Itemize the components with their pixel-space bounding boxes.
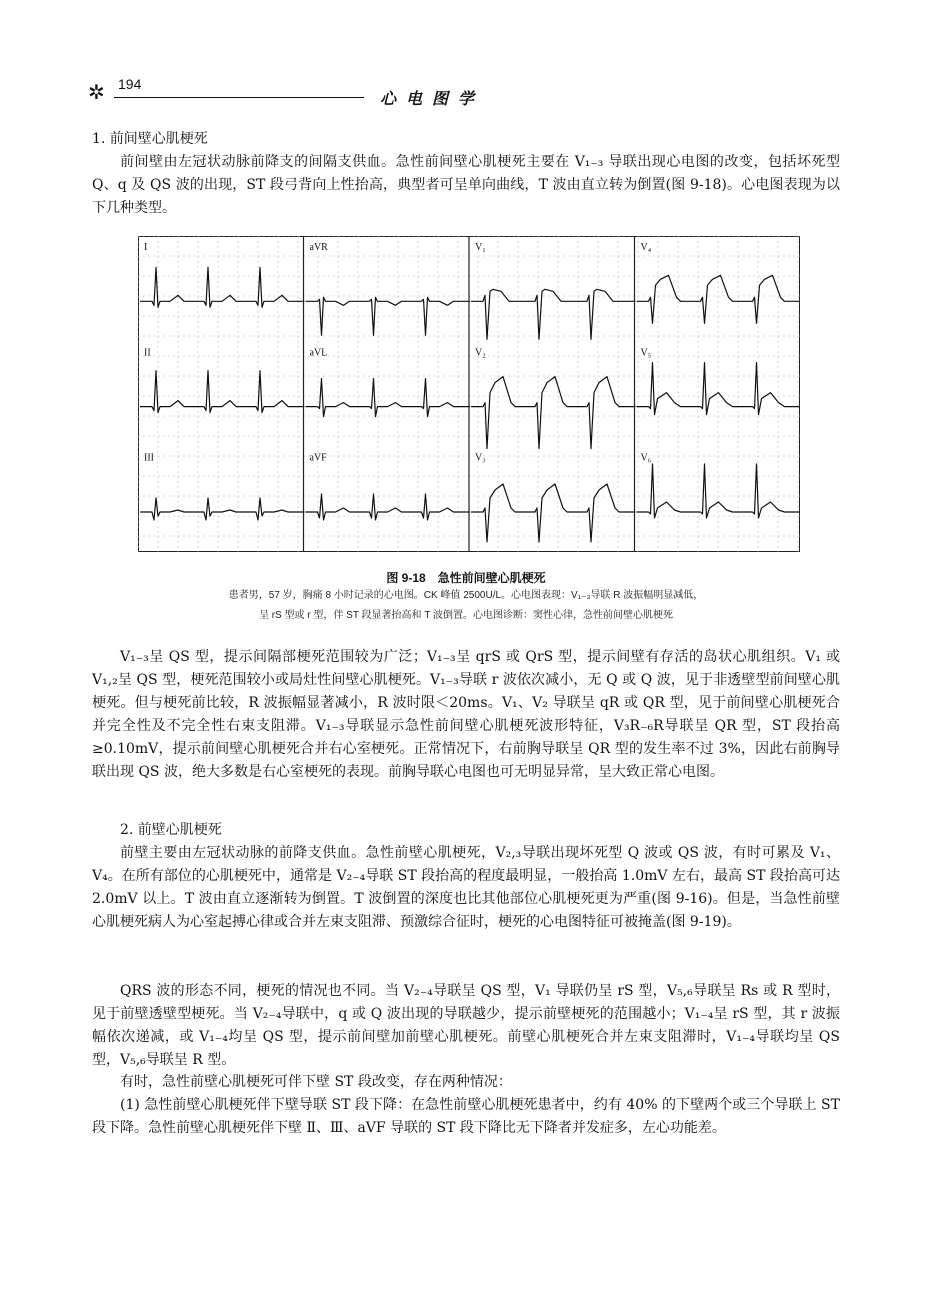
lead-label: III (144, 452, 154, 464)
paragraph-4: QRS 波的形态不同，梗死的情况也不同。当 V₂₋₄导联呈 QS 型，V₁ 导联仍呈 rS 型，V₅,₆导联呈 Rs 或 R 型时，见于前壁透壁型梗死。当 V₂₋₄导联中，q 或 Q 波出现的导联越少，提示前壁梗死的范围越小；V₁₋₄呈 rS 型，其 r 波振幅依次递减，或 V₁₋₄均呈 QS 型，提示前间壁加前壁心肌梗死。前壁心肌梗死合并左束支阻滞时，V₁₋₄导联均呈 QS 型，V₅,₆导联呈 R 型。 (92, 983, 840, 1068)
page-header (88, 76, 848, 108)
paragraph-6: (1) 急性前壁心肌梗死伴下壁导联 ST 段下降：在急性前壁心肌梗死患者中，约有 40% 的下壁两个或三个导联上 ST 段下降。急性前壁心肌梗死伴下壁 Ⅱ、Ⅲ、aVF 导联的 ST 段下降比无下降者并发症多，左心功能差。 (92, 1097, 840, 1136)
lead-label: I (144, 242, 148, 253)
book-title: 心电图学 (380, 89, 485, 108)
star-icon: ✲ (88, 80, 105, 104)
paragraph-3: 前壁主要由左冠状动脉的前降支供血。急性前壁心肌梗死，V₂,₃导联出现坏死型 Q 波或 QS 波，有时可累及 V₁、V₄。在所有部位的心肌梗死中，通常是 V₂₋₄导联 ST 段抬高的程度最明显，一般抬高 1.0mV 左右，最高 ST 段抬高可达 2.0mV 以上。T 波由直立逐渐转为倒置。T 波倒置的深度也比其他部位心肌梗死更为严重(图 9-16)。但是，当急性前壁心肌梗死病人为心室起搏心律或合并左束支阻滞、预激综合征时，梗死的心电图特征可被掩盖(图 9-19)。 (92, 845, 840, 930)
lead-label: V₃ (475, 452, 486, 464)
lead-label: V₂ (475, 347, 486, 359)
paragraph-2: V₁₋₃呈 QS 型，提示间隔部梗死范围较为广泛；V₁₋₃呈 qrS 或 QrS 型，提示间壁有存活的岛状心肌组织。V₁ 或 V₁,₂呈 QS 型，梗死范围较小或局灶性间壁心肌梗死。V₁₋₃导联 r 波依次减小，无 Q 或 Q 波，见于非透壁型前间壁心肌梗死。但与梗死前比较，R 波振幅显著减小，R 波时限＜20ms。V₁、V₂ 导联呈 qR 或 QR 型，见于前间壁心肌梗死合并完全性及不完全性右束支阻滞。V₁₋₃导联显示急性前间壁心肌梗死波形特征，V₃R₋₆R导联呈 QR 型，ST 段抬高≥0.10mV，提示前间壁心肌梗死合并右心室梗死。正常情况下，右前胸导联呈 QR 型的发生率不过 3%，因此右前胸导联出现 QS 波，绝大多数是右心室梗死的表现。前胸导联心电图也可无明显异常，呈大致正常心电图。 (92, 649, 840, 780)
section-heading-2: 2. 前壁心肌梗死 (120, 822, 222, 838)
paragraph-1: 前间壁由左冠状动脉前降支的间隔支供血。急性前间壁心肌梗死主要在 V₁₋₃ 导联出现心电图的改变，包括坏死型 Q、q 及 QS 波的出现，ST 段弓背向上性抬高，典型者可呈单向曲线，T 波由直立转为倒置(图 9-18)。心电图表现为以下几种类型。 (92, 154, 840, 216)
lead-label: V₅ (640, 347, 652, 359)
paragraph-5: 有时，急性前壁心肌梗死可伴下壁 ST 段改变，存在两种情况： (120, 1074, 512, 1090)
lead-label: V₆ (640, 452, 652, 464)
lead-label: V₁ (475, 242, 486, 253)
lead-label: aVR (309, 242, 328, 253)
lead-label: V₄ (640, 242, 652, 253)
figure-caption-line-2: 呈 rS 型或 r 型，伴 ST 段显著抬高和 T 波倒置。心电图诊断：窦性心律，急性前间壁心肌梗死 (258, 610, 674, 621)
lead-label: aVF (309, 452, 327, 464)
header-rule (114, 97, 364, 98)
figure-caption-line-1: 患者男，57 岁，胸痛 8 小时记录的心电图。CK 峰值 2500U/L。心电图表现：V₁₋₃导联 R 波振幅明显减低， (228, 590, 704, 601)
section-heading-1: 1. 前间壁心肌梗死 (92, 131, 208, 147)
ecg-grid (138, 236, 800, 552)
ecg-figure (138, 236, 800, 552)
figure-caption-title: 图 9-18 急性前间壁心肌梗死 (386, 571, 546, 585)
lead-label: aVL (309, 347, 328, 359)
page-number: 194 (118, 76, 142, 92)
lead-label: II (144, 347, 151, 359)
